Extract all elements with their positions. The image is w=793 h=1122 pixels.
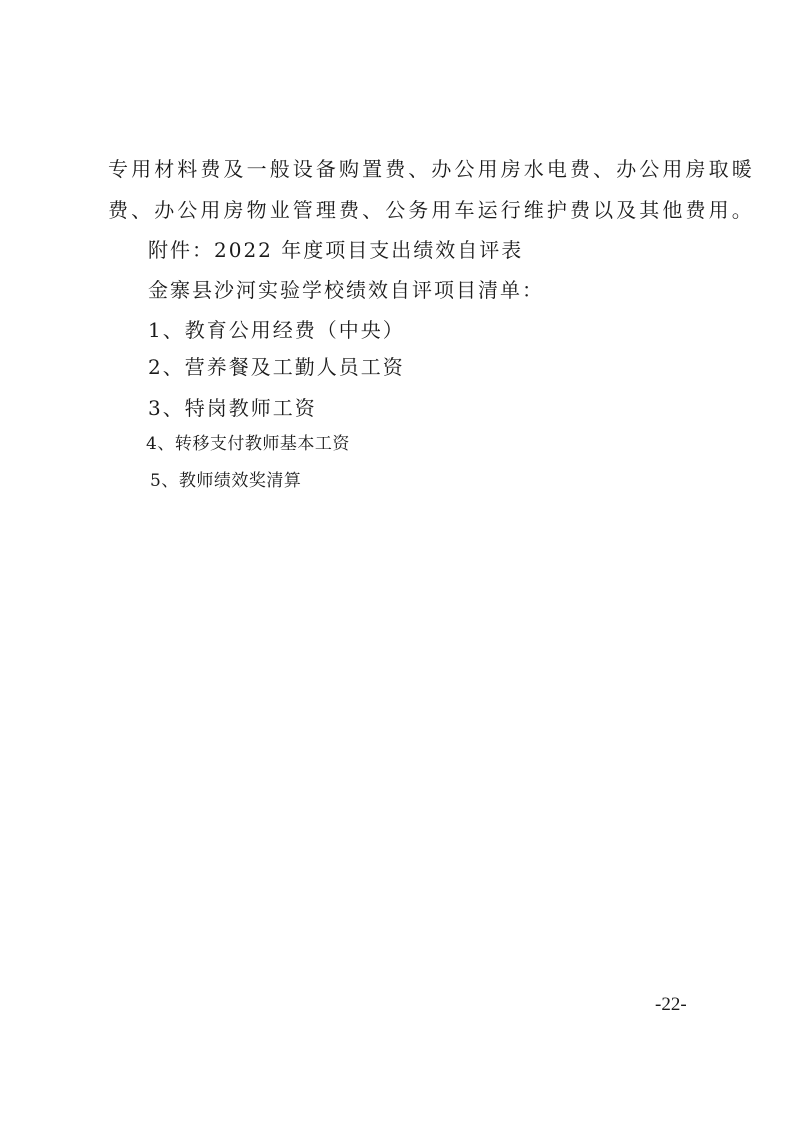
attachment-line: 附件：2022 年度项目支出绩效自评表 — [148, 238, 524, 262]
paragraph-line-2: 费、办公用房物业管理费、公务用车运行维护费以及其他费用。 — [108, 198, 755, 222]
paragraph-line-1: 专用材料费及一般设备购置费、办公用房水电费、办公用房取暖 — [108, 157, 755, 181]
list-item-5: 5、教师绩效奖清算 — [150, 471, 302, 491]
list-item-3: 3、特岗教师工资 — [148, 396, 317, 420]
list-item-1: 1、教育公用经费（中央） — [148, 318, 405, 342]
list-title: 金寨县沙河实验学校绩效自评项目清单： — [148, 278, 544, 302]
list-item-2: 2、营养餐及工勤人员工资 — [148, 355, 405, 379]
page-number: -22- — [655, 994, 687, 1015]
list-item-4: 4、转移支付教师基本工资 — [146, 434, 350, 454]
